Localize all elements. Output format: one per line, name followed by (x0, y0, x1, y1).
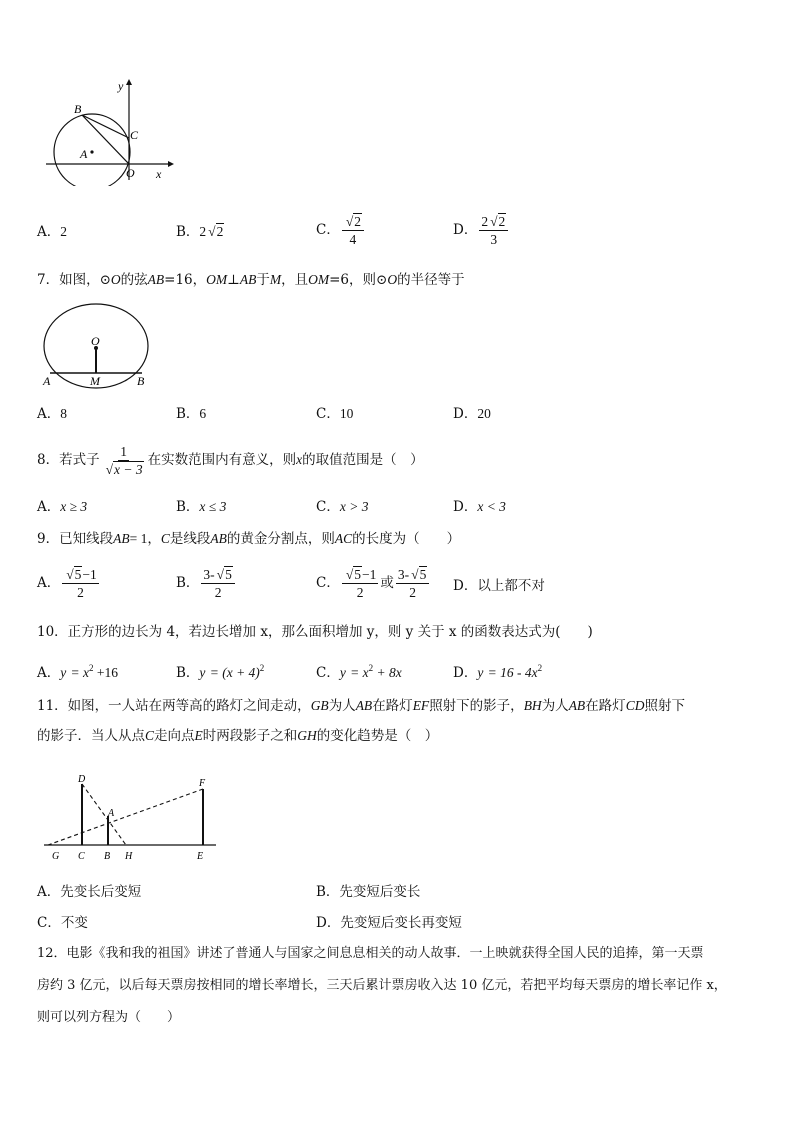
option-letter: C． (316, 222, 340, 238)
q6-chord-bo (82, 115, 129, 164)
q10-option-b[interactable]: B．$y = (x + 4)^2$ (176, 663, 265, 681)
q6-option-a[interactable] (37, 222, 67, 242)
q6-label-o: O (126, 166, 135, 180)
q9-option-b[interactable]: B． $\frac{3- √5}{2}$ (176, 566, 237, 601)
q12-stem-line1: 12．电影《我和我的祖国》讲述了普通人与国家之间息息相关的动人故事．一上映就获得全国人民的追捧，第一天票 (37, 946, 704, 961)
option-fraction: $\frac{√2}{4}$ (342, 213, 364, 248)
q6-label-b: B (74, 102, 82, 116)
q6-y-arrow (126, 79, 132, 85)
q7-option-b[interactable]: B．6 (176, 406, 207, 422)
q6-chord-bc (82, 115, 129, 138)
q6-center-dot (90, 150, 93, 153)
q6-option-d[interactable] (453, 213, 510, 248)
option-letter: A． (37, 224, 61, 240)
q6-label-c: C (130, 128, 139, 142)
q7-label-o: O (91, 334, 100, 348)
q10-stem: 10．正方形的边长为 4，若边长增加 x，那么面积增加 y，则 y 关于 x 的函数表达式为( ) (37, 624, 593, 640)
option-value: 2 (60, 224, 67, 239)
q9-option-d[interactable]: D．以上都不对 (453, 578, 545, 594)
option-radicand: 2 (354, 214, 362, 229)
q11-stem-line1: 11．如图，一人站在两等高的路灯之间走动，GB为人AB在路灯EF照射下的影子，BH为人AB在路灯CD照射下 (37, 698, 685, 714)
option-denominator: 4 (349, 232, 357, 247)
q11-label-g: G (52, 851, 60, 862)
q7-option-d[interactable]: D．20 (453, 406, 491, 422)
q8-option-a[interactable]: A．x ≥ 3 (37, 499, 88, 515)
option-letter: B． (176, 224, 200, 240)
option-coef: 2 (199, 224, 207, 239)
q8-option-b[interactable]: B．x ≤ 3 (176, 499, 227, 515)
option-letter: D． (453, 222, 478, 238)
option-radicand: 2 (498, 214, 506, 229)
q11-stem-line2: 的影子．当人从点C走向点E时两段影子之和GH的变化趋势是（ ） (37, 728, 439, 744)
q11-option-c[interactable]: C．不变 (37, 915, 88, 931)
q7-figure (36, 302, 156, 392)
q9-option-a[interactable]: A． $\frac{√5-1}{2}$ (37, 567, 97, 600)
q9-stem: 9．已知线段AB= 1，C是线段AB的黄金分割点，则AC的长度为（ ） (37, 531, 461, 547)
q6-option-b[interactable]: B．2 √2 (176, 224, 224, 240)
q10-option-c[interactable]: C．$y = x^2 + 8x$ (316, 663, 402, 681)
q8-fraction: $\frac{1}{√x - 3}$ (105, 444, 143, 477)
q11-option-d[interactable]: D．先变短后变长再变短 (316, 915, 462, 931)
option-radicand: 2 (216, 224, 224, 239)
option-fraction: $\frac{2 √2}{3}$ (479, 213, 508, 248)
q7-option-c[interactable]: C．10 (316, 406, 354, 422)
q7-stem: 7．如图，⊙O的弦AB=16，OM⊥AB于M，且OM=6，则⊙O的半径等于 (37, 272, 465, 288)
q7-label-b: B (137, 374, 145, 388)
q11-label-f: F (199, 778, 206, 789)
q10-option-a[interactable]: A．$y = x^2 +16$ (37, 663, 119, 681)
q7-label-m: M (90, 374, 100, 388)
q8-option-c[interactable]: C．x > 3 (316, 499, 369, 515)
q11-label-d: D (78, 774, 86, 785)
option-denominator: 3 (490, 232, 498, 247)
q9-option-c[interactable]: C． $\frac{√5-1}{2}$ 或 $\frac{3- √5}{2}$ (316, 566, 431, 601)
q11-label-e: E (197, 851, 204, 862)
q6-option-c[interactable] (316, 213, 366, 248)
q11-label-c: C (78, 851, 85, 862)
q8-option-d[interactable]: D．x < 3 (453, 499, 506, 515)
q12-stem-line3: 则可以列方程为（ ） (37, 1010, 181, 1025)
q10-option-d[interactable]: D．$y = 16 - 4x^2$ (453, 663, 543, 681)
q11-option-a[interactable]: A．先变长后变短 (37, 884, 142, 900)
q7-label-a: A (43, 374, 51, 388)
q6-x-arrow (168, 161, 174, 167)
q6-label-a: A (80, 147, 88, 161)
q7-option-a[interactable]: A．8 (37, 406, 67, 422)
q6-label-x: x (156, 167, 162, 181)
q11-figure (40, 772, 230, 864)
q11-ray-d-h (82, 784, 126, 845)
q11-label-h: H (125, 851, 133, 862)
q11-option-b[interactable]: B．先变短后变长 (316, 884, 421, 900)
q11-label-a: A (108, 808, 115, 819)
q11-ray-f-g (48, 789, 203, 845)
q11-label-b: B (104, 851, 111, 862)
q12-stem-line2: 房约 3 亿元，以后每天票房按相同的增长率增长，三天后累计票房收入达 10 亿元，若把平均每天票房的增长率记作 x， (37, 978, 727, 993)
q8-stem: 8．若式子 $\frac{1}{√x - 3}$ 在实数范围内有意义，则x的取值范围是（ ） (37, 444, 424, 477)
q6-label-y: y (118, 79, 124, 93)
q6-figure (40, 76, 180, 186)
